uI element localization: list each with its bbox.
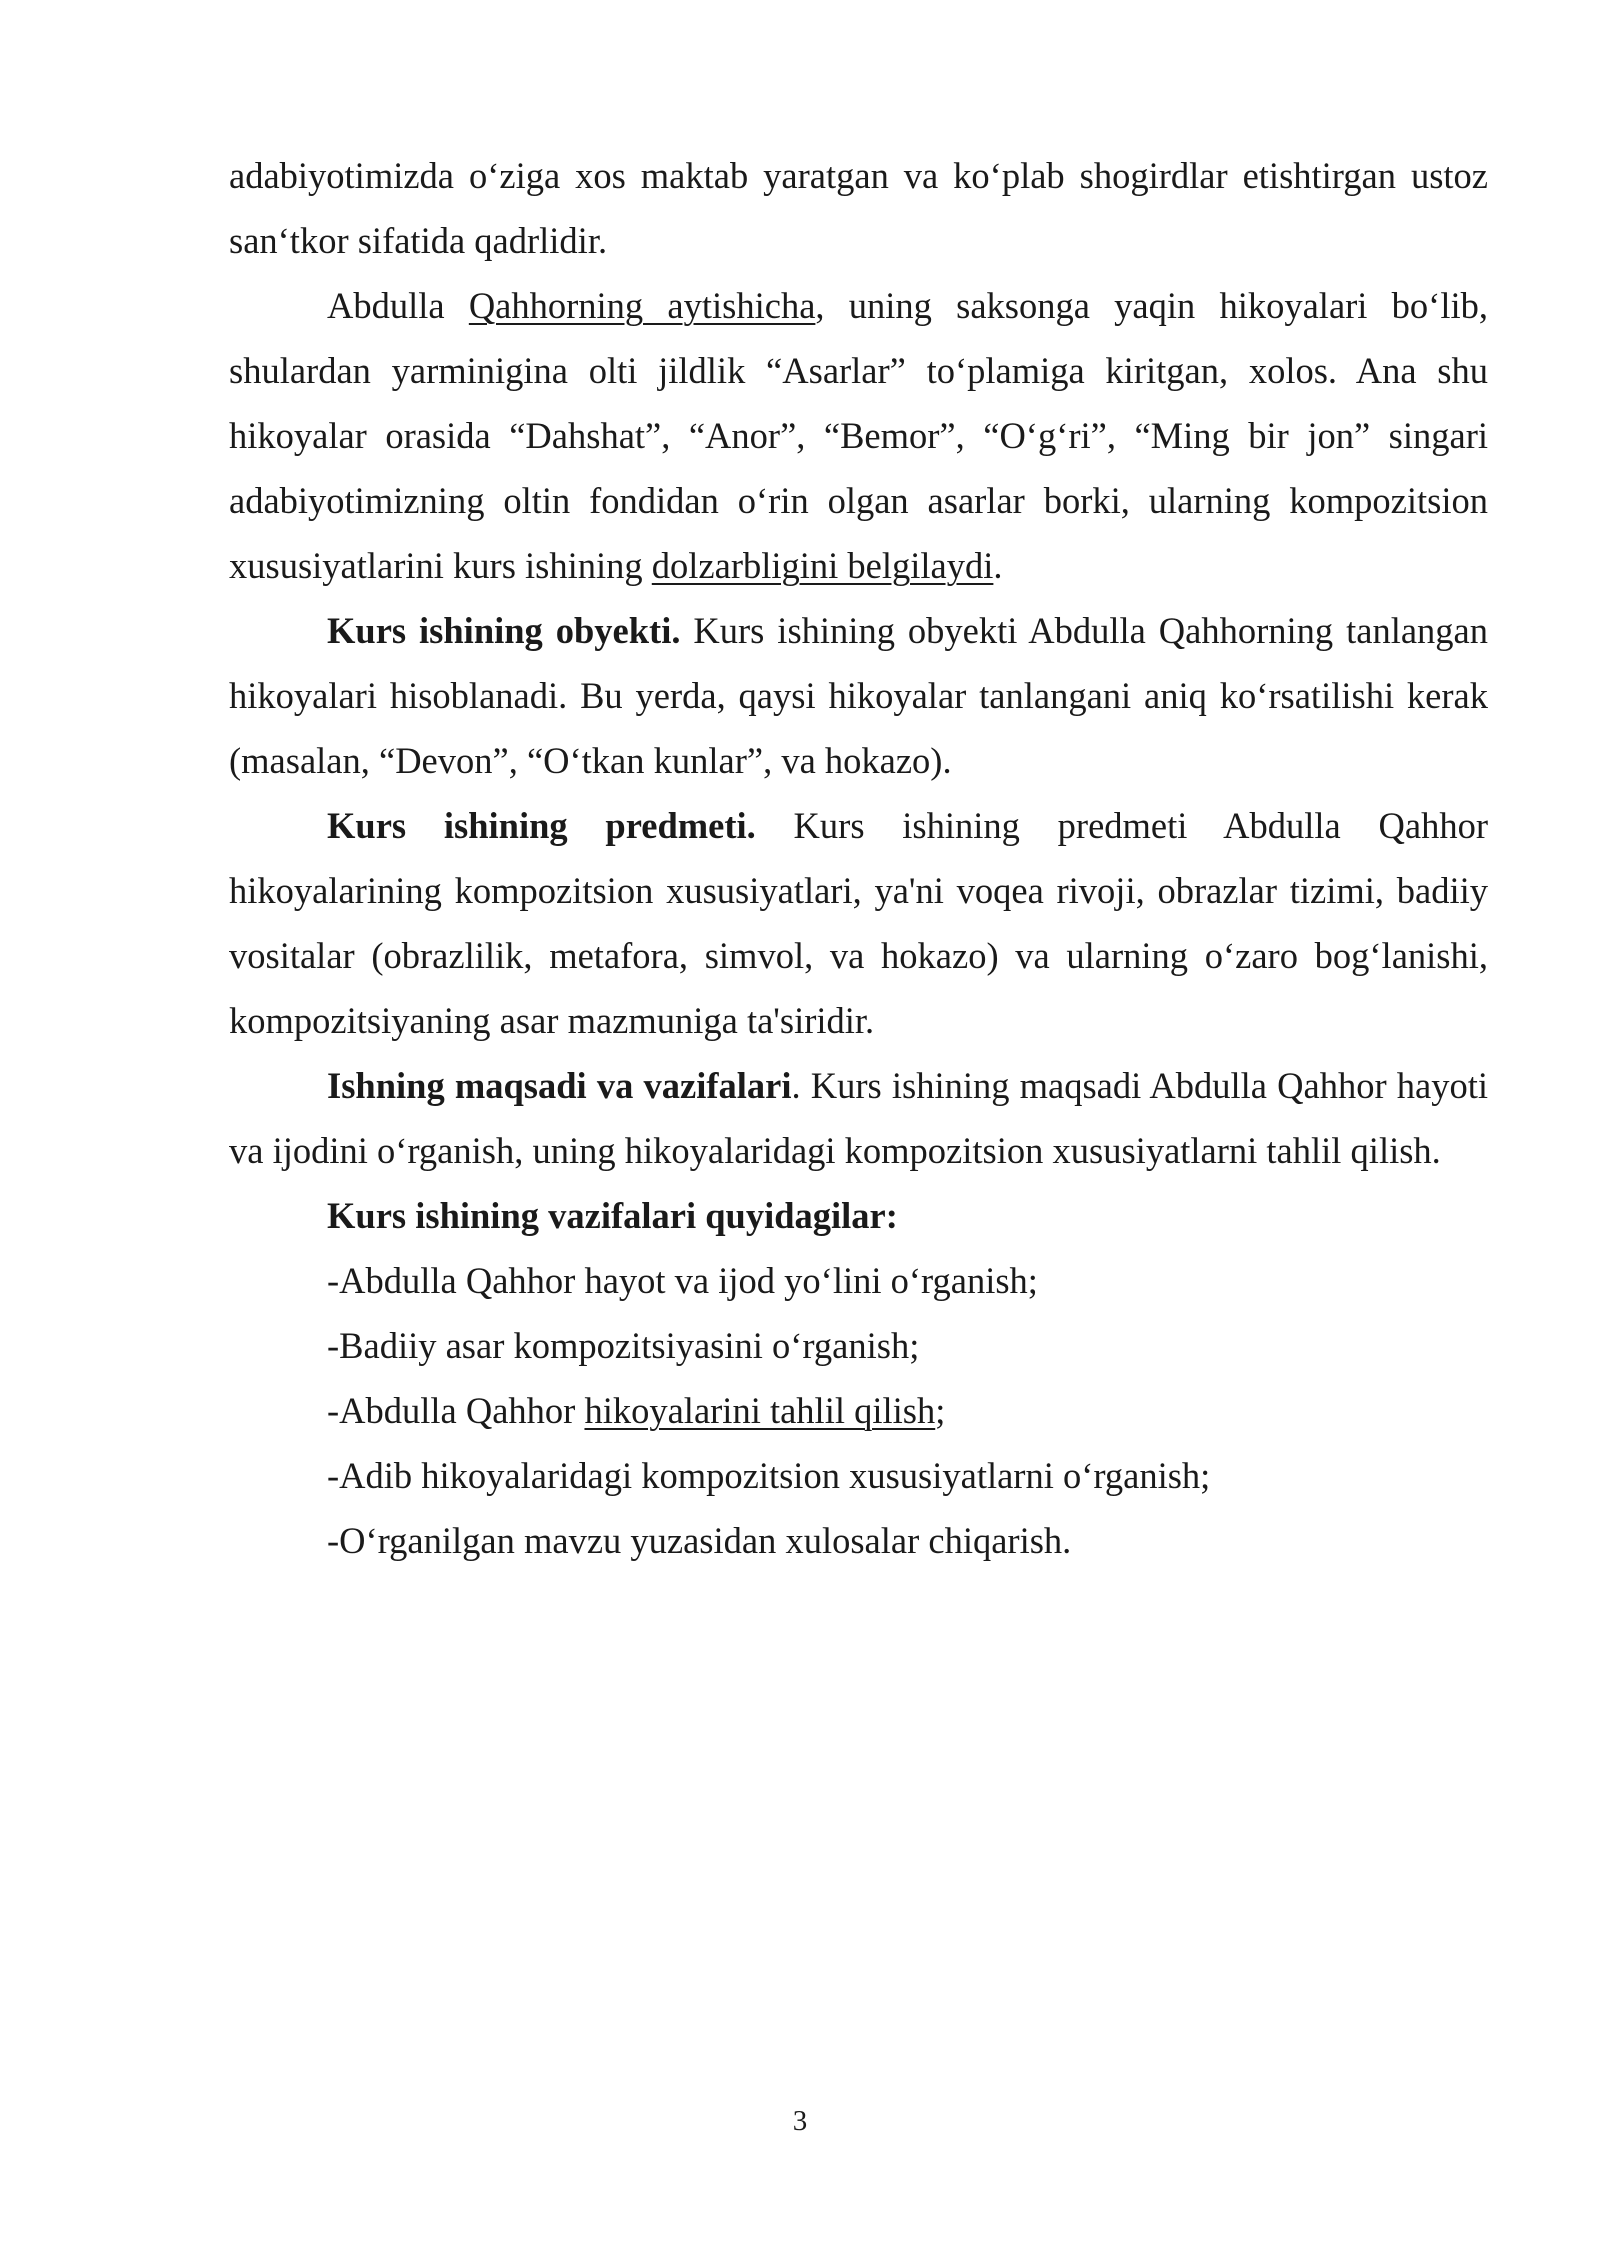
object-label: Kurs ishining obyekti. bbox=[327, 610, 681, 651]
task-item-5: -O‘rganilgan mavzu yuzasidan xulosalar chiqarish. bbox=[327, 1520, 1072, 1561]
relevance-text-start: Abdulla bbox=[327, 285, 469, 326]
task-item-1: -Abdulla Qahhor hayot va ijod yo‘lini o‘rganish; bbox=[327, 1260, 1038, 1301]
relevance-underlined-phrase: Qahhorning aytishicha bbox=[468, 285, 816, 326]
task-item-3 bbox=[229, 1378, 1488, 1443]
relevance-text-end: . bbox=[993, 545, 1003, 586]
task-item-3-suffix: ; bbox=[935, 1390, 946, 1431]
task-item-3-prefix: -Abdulla Qahhor bbox=[327, 1390, 585, 1431]
relevance-underlined-conclusion: dolzarbligini belgilaydi bbox=[651, 545, 994, 586]
object-paragraph bbox=[229, 598, 1488, 793]
object-text: Kurs ishining obyekti Abdulla Qahhorning tanlangan hikoyalari hisoblanadi. Bu yerda, qaysi hikoyalar tanlangani aniq ko‘rsatilishi kerak (masalan, “Devon”, “O‘tkan kunlar”, va hokazo). bbox=[229, 610, 1488, 781]
tasks-heading: Kurs ishining vazifalari quyidagilar: bbox=[327, 1195, 898, 1236]
task-item-3-underlined: hikoyalarini tahlil qilish bbox=[584, 1390, 936, 1431]
subject-paragraph bbox=[229, 793, 1488, 1053]
task-item-2: -Badiiy asar kompozitsiyasini o‘rganish; bbox=[327, 1325, 920, 1366]
relevance-text-middle: , uning saksonga yaqin hikoyalari bo‘lib, shulardan yarminigina olti jildlik “Asarlar” to‘plamiga kiritgan, xolos. Ana shu hikoyalar orasida “Dahshat”, “Anor”, “Bemor”, “O‘g‘ri”, “Ming bir jon” singari adabiyotimizning oltin fondidan o‘rin olgan asarlar borki, ularning kompozitsion xususiyatlarini kurs ishining bbox=[229, 285, 1488, 586]
page-number: 3 bbox=[792, 2105, 808, 2137]
task-item-4: -Adib hikoyalaridagi kompozitsion xususiyatlarni o‘rganish; bbox=[327, 1455, 1211, 1496]
intro-continuation-paragraph: adabiyotimizda o‘ziga xos maktab yaratgan va ko‘plab shogirdlar etishtirgan ustoz san‘tkor sifatida qadrlidir. bbox=[229, 155, 1488, 261]
subject-label: Kurs ishining predmeti. bbox=[327, 805, 756, 846]
subject-text: Kurs ishining predmeti Abdulla Qahhor hikoyalarining kompozitsion xususiyatlari, ya'ni voqea rivoji, obrazlar tizimi, badiiy vositalar (obrazlilik, metafora, simvol, va hokazo) va ularning o‘zaro bog‘lanishi, kompozitsiyaning asar mazmuniga ta'siridir. bbox=[229, 805, 1488, 1041]
aim-label: Ishning maqsadi va vazifalari bbox=[327, 1065, 792, 1106]
aim-paragraph bbox=[229, 1053, 1488, 1183]
aim-text: . Kurs ishining maqsadi Abdulla Qahhor hayoti va ijodini o‘rganish, uning hikoyalaridagi kompozitsion xususiyatlarni tahlil qilish. bbox=[229, 1065, 1488, 1171]
page-body bbox=[229, 143, 1488, 1573]
relevance-paragraph bbox=[229, 273, 1488, 598]
